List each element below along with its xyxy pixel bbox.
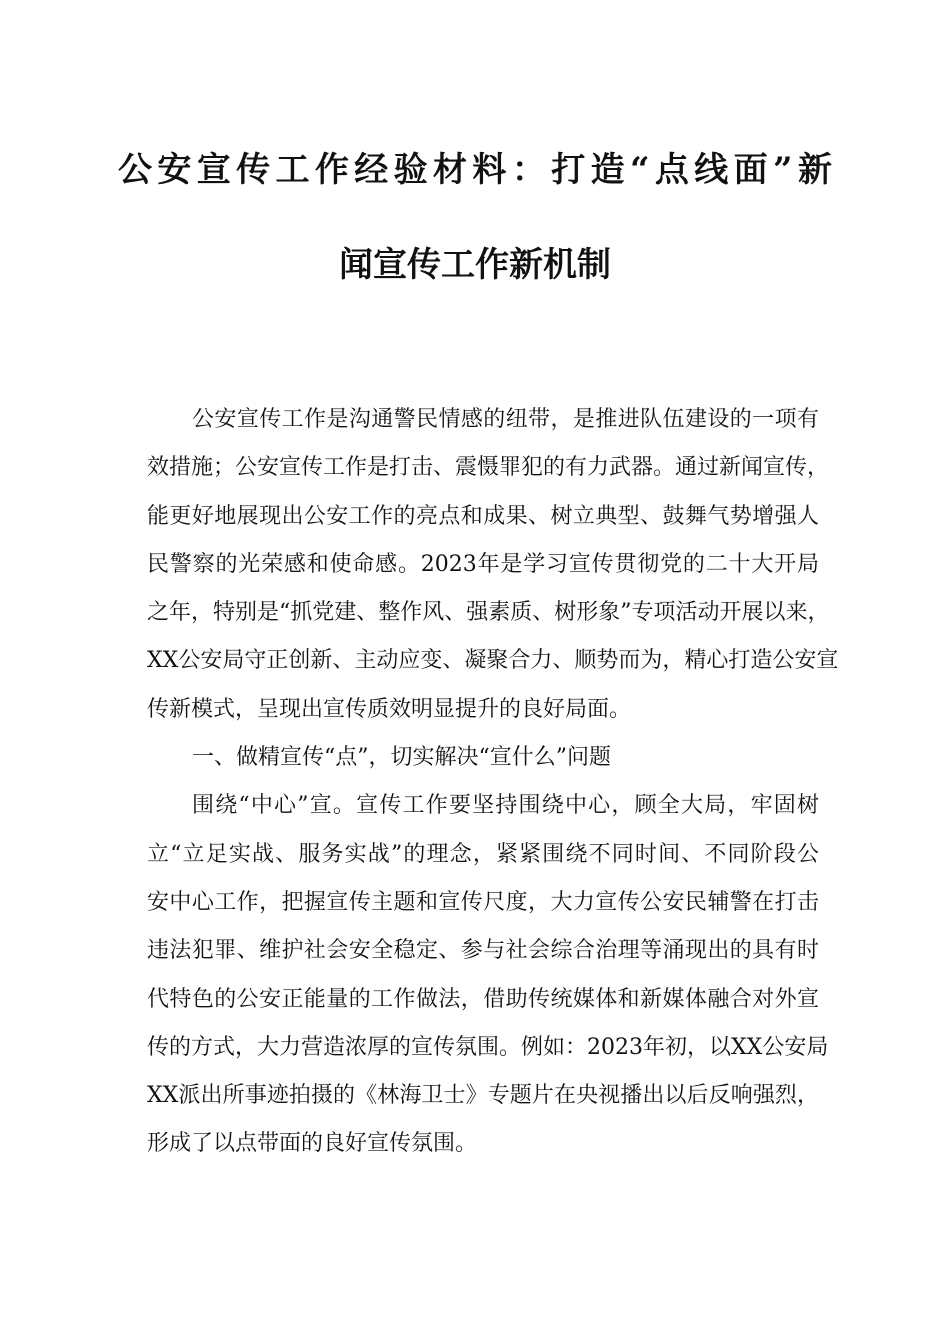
- document-title-line-2: 闻宣传工作新机制: [339, 245, 611, 285]
- heading-line: 一、做精宣传“点”，切实解决“宣什么”问题: [192, 745, 611, 771]
- paragraph-intro: [147, 396, 839, 734]
- document-title-line-1: 公安宣传工作经验材料：打造“点线面”新: [118, 150, 832, 190]
- text-line: 之年，特别是“抓党建、整作风、强素质、树形象”专项活动开展以来，: [147, 600, 830, 626]
- text-line: 安中心工作，把握宣传主题和宣传尺度，大力宣传公安民辅警在打击: [147, 889, 819, 915]
- text-line: 违法犯罪、维护社会安全稳定、参与社会综合治理等涌现出的具有时: [147, 938, 819, 964]
- text-line: 围绕“中心”宣。宣传工作要坚持围绕中心，顾全大局，牢固树: [192, 793, 819, 819]
- paragraph-center: [147, 782, 829, 1168]
- text-line: 传的方式，大力营造浓厚的宣传氛围。例如：2023年初，以XX公安局: [147, 1034, 829, 1060]
- text-line: 能更好地展现出公安工作的亮点和成果、树立典型、鼓舞气势增强人: [147, 503, 819, 529]
- text-line: 代特色的公安正能量的工作做法，借助传统媒体和新媒体融合对外宣: [147, 986, 819, 1012]
- text-line: 传新模式，呈现出宣传质效明显提升的良好局面。: [147, 696, 632, 722]
- document-body: [147, 396, 839, 1169]
- section-heading: [147, 734, 819, 782]
- text-line: 形成了以点带面的良好宣传氛围。: [147, 1131, 478, 1157]
- text-line: XX公安局守正创新、主动应变、凝聚合力、顺势而为，精心打造公安宣: [147, 648, 839, 674]
- text-line: 公安宣传工作是沟通警民情感的纽带，是推进队伍建设的一项有: [192, 407, 819, 432]
- text-line: 效措施；公安宣传工作是打击、震慑罪犯的有力武器。通过新闻宣传，: [147, 455, 830, 481]
- text-line: XX派出所事迹拍摄的《林海卫士》专题片在央视播出以后反响强烈，: [147, 1083, 819, 1109]
- text-line: 立“立足实战、服务实战”的理念，紧紧围绕不同时间、不同阶段公: [147, 841, 819, 867]
- text-line: 民警察的光荣感和使命感。2023年是学习宣传贯彻党的二十大开局: [147, 551, 819, 577]
